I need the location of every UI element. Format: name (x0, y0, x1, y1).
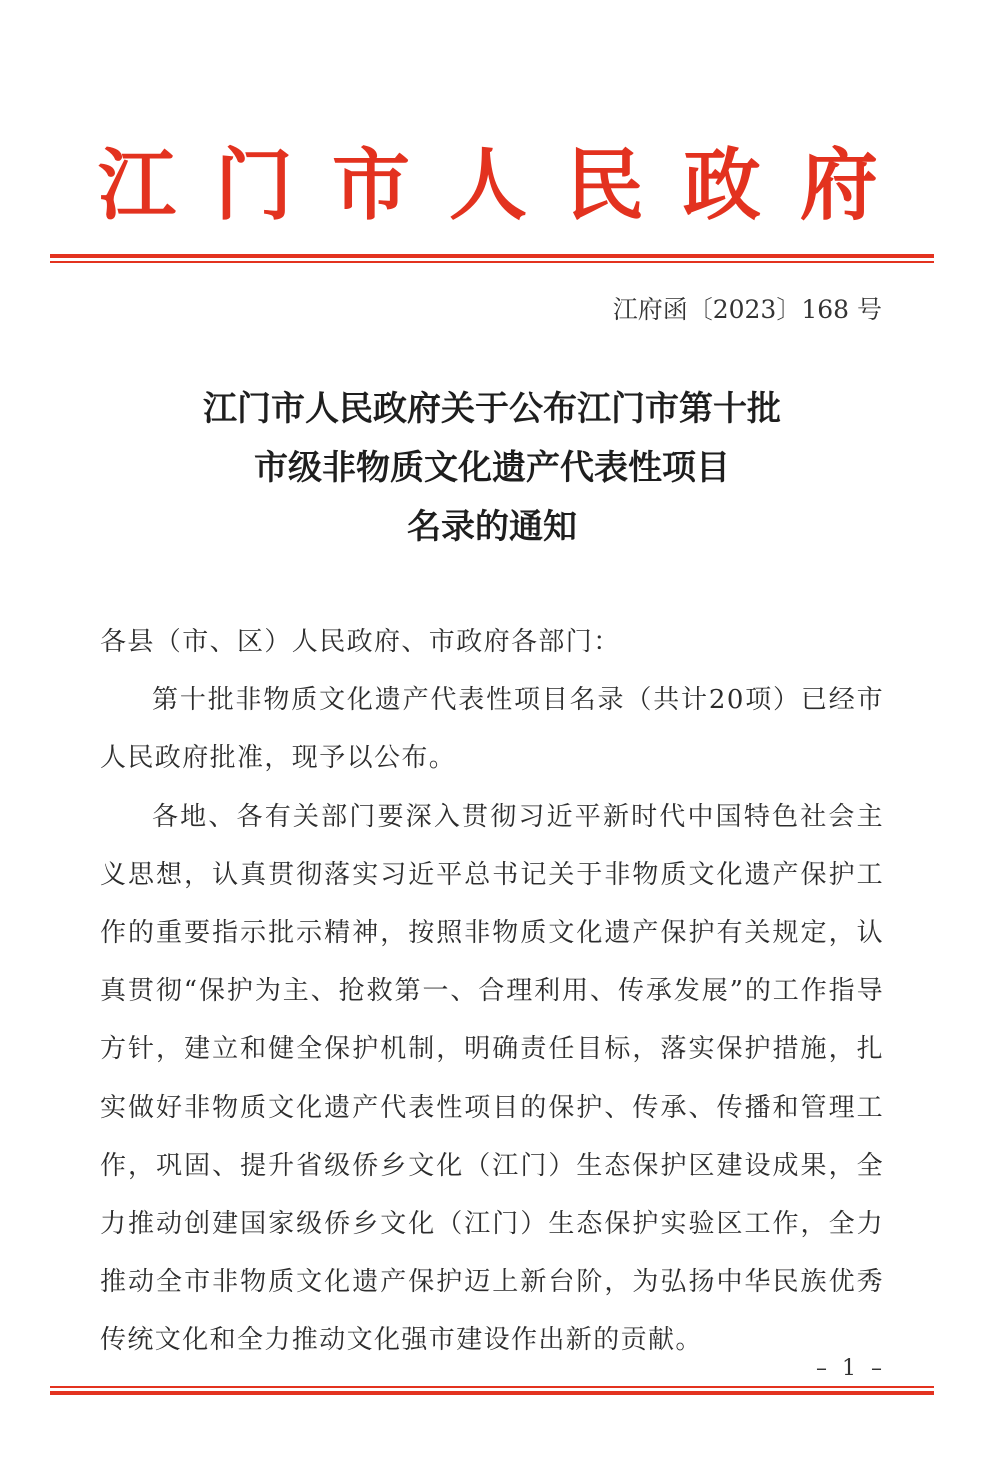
document-title-line: 名录的通知 (407, 507, 577, 547)
header-red-rule-thick (50, 254, 934, 258)
body-paragraph: 各地、各有关部门要深入贯彻习近平新时代中国特色社会主义思想，认真贯彻落实习近平总书记关于非物质文化遗产保护工作的重要指示批示精神，按照非物质文化遗产保护有关规定，认真贯彻“保护为主、抢救第一、合理利用、传承发展”的工作指导方针，建立和健全保护机制，明确责任目标，落实保护措施，扎实做好非物质文化遗产代表性项目的保护、传承、传播和管理工作，巩固、提升省级侨乡文化（江门）生态保护区建设成果，全力推动创建国家级侨乡文化（江门）生态保护实验区工作，全力推动全市非物质文化遗产保护迈上新台阶，为弘扬中华民族优秀传统文化和全力推动文化强市建设作出新的贡献。 (100, 801, 884, 1356)
header-char: 江 (98, 140, 177, 231)
document-title (0, 380, 984, 557)
header-char: 市 (331, 140, 410, 231)
document-number: 江府函〔2023〕168 号 (612, 295, 882, 324)
header-char: 人 (448, 140, 527, 231)
document-body (100, 613, 884, 1370)
footer-red-rule-thin (50, 1386, 934, 1388)
header-char: 民 (565, 140, 644, 231)
page-number: – 1 – (816, 1356, 886, 1381)
issuing-authority-header (98, 138, 878, 234)
body-paragraph: 第十批非物质文化遗产代表性项目名录（共计20项）已经市人民政府批准，现予以公布。 (100, 685, 884, 774)
document-title-line: 市级非物质文化遗产代表性项目 (254, 448, 730, 488)
header-char: 门 (214, 140, 293, 231)
document-title-line: 江门市人民政府关于公布江门市第十批 (203, 389, 781, 429)
header-red-rule-thin (50, 261, 934, 263)
salutation: 各县（市、区）人民政府、市政府各部门： (100, 627, 621, 657)
header-char: 政 (682, 140, 761, 231)
header-char: 府 (799, 140, 878, 231)
footer-red-rule-thick (50, 1391, 934, 1395)
